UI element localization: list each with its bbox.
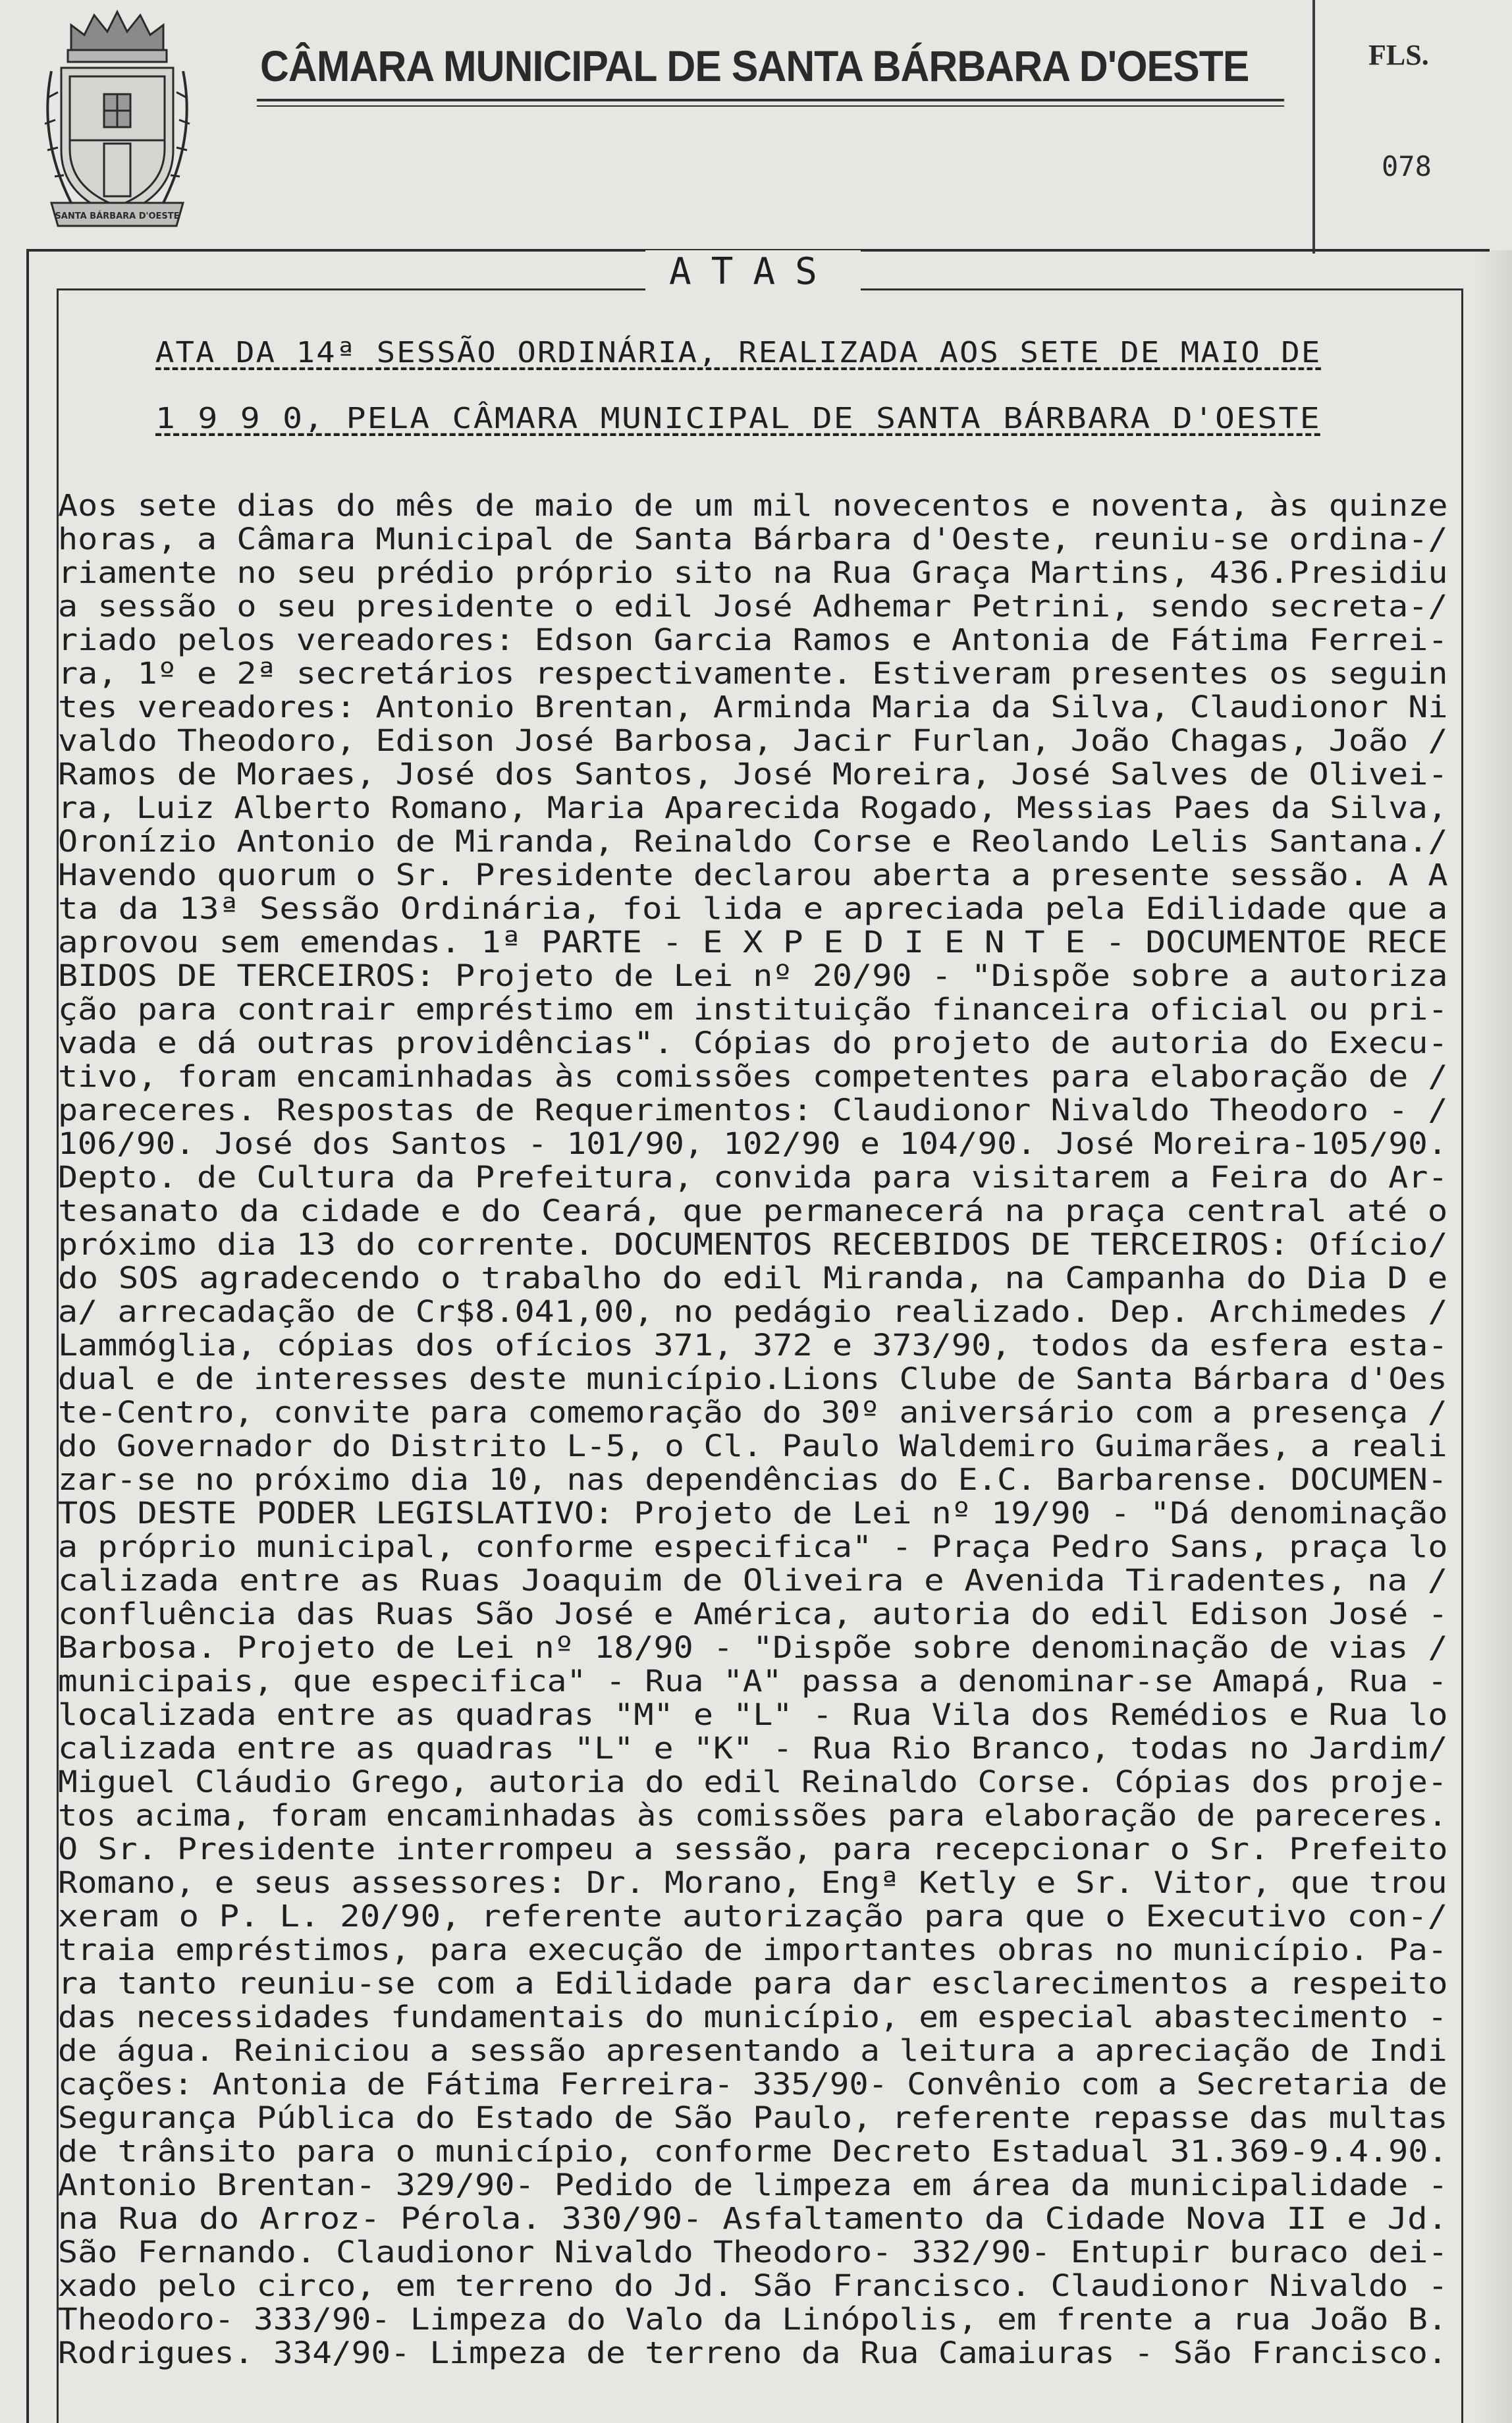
body-line: TOS DESTE PODER LEGISLATIVO: Projeto de Lei nº 19/90 - "Dá denominação — [58, 1496, 1448, 1531]
body-line: das necessidades fundamentais do município, em especial abastecimento - — [58, 2000, 1447, 2034]
body-line: valdo Theodoro, Edison José Barbosa, Jacir Furlan, João Chagas, João / — [58, 723, 1448, 758]
body-line: riamente no seu prédio próprio sito na Rua Graça Martins, 436.Presidiu — [58, 555, 1448, 590]
folio-divider — [1312, 0, 1315, 254]
body-line: vada e dá outras providências". Cópias do projeto de autoria do Execu- — [58, 1025, 1448, 1060]
body-line: tesanato da cidade e do Ceará, que permanecerá na praça central até o — [58, 1193, 1448, 1228]
body-line: municipais, que especifica" - Rua "A" passa a denominar-se Amapá, Rua - — [58, 1664, 1447, 1699]
body-line: Depto. de Cultura da Prefeitura, convida para visitarem a Feira do Ar- — [58, 1160, 1448, 1195]
body-line: Miguel Cláudio Grego, autoria do edil Reinaldo Corse. Cópias dos proje- — [58, 1764, 1447, 1799]
body-line: dual e de interesses deste município.Lions Clube de Santa Bárbara d'Oes — [58, 1361, 1447, 1396]
body-line: O Sr. Presidente interrompeu a sessão, para recepcionar o Sr. Prefeito — [58, 1832, 1448, 1866]
minutes-title-line-2: 1 9 9 0, PELA CÂMARA MUNICIPAL DE SANTA BÁRBARA D'OESTE — [155, 402, 1321, 435]
body-line: tos acima, foram encaminhadas às comissões para elaboração de pareceres. — [58, 1798, 1447, 1833]
body-line: zar-se no próximo dia 10, nas dependências do E.C. Barbarense. DOCUMEN- — [58, 1462, 1447, 1497]
header-rule-thin — [257, 105, 1284, 107]
municipal-crest-icon — [32, 5, 203, 236]
body-line: a/ arrecadação de Cr$8.041,00, no pedágio realizado. Dep. Archimedes / — [58, 1294, 1448, 1329]
letterhead — [0, 0, 1512, 250]
body-line: localizada entre as quadras "M" e "L" - Rua Vila dos Remédios e Rua lo — [58, 1697, 1448, 1732]
institution-name: CÂMARA MUNICIPAL DE SANTA BÁRBARA D'OESTE — [260, 41, 1249, 90]
header-rule — [257, 99, 1284, 101]
minutes-title-line-1: ATA DA 14ª SESSÃO ORDINÁRIA, REALIZADA AOS SETE DE MAIO DE — [155, 336, 1322, 369]
body-line: próximo dia 13 do corrente. DOCUMENTOS RECEBIDOS DE TERCEIROS: Ofício/ — [58, 1227, 1448, 1262]
body-line: Lammóglia, cópias dos ofícios 371, 372 e 373/90, todos da esfera esta- — [58, 1328, 1448, 1363]
body-line: a sessão o seu presidente o edil José Adhemar Petrini, sendo secreta-/ — [58, 589, 1448, 624]
folio-number: 078 — [1382, 150, 1432, 182]
body-line: ra, Luiz Alberto Romano, Maria Aparecida Rogado, Messias Paes da Silva, — [58, 790, 1447, 825]
body-line: Segurança Pública do Estado de São Paulo, referente repasse das multas — [58, 2100, 1448, 2135]
body-line: confluência das Ruas São José e América, autoria do edil Edison José - — [58, 1596, 1448, 1631]
body-line: te-Centro, convite para comemoração do 30º aniversário com a presença / — [58, 1395, 1447, 1430]
body-line: Ramos de Moraes, José dos Santos, José Moreira, José Salves de Olivei- — [58, 757, 1448, 792]
body-line: São Fernando. Claudionor Nivaldo Theodoro- 332/90- Entupir buraco dei- — [58, 2235, 1448, 2270]
body-line: ta da 13ª Sessão Ordinária, foi lida e apreciada pela Edilidade que a — [58, 891, 1448, 926]
body-line: calizada entre as quadras "L" e "K" - Rua Rio Branco, todas no Jardim/ — [58, 1731, 1448, 1766]
body-line: riado pelos vereadores: Edson Garcia Ramos e Antonia de Fátima Ferrei- — [58, 622, 1448, 657]
body-line: calizada entre as Ruas Joaquim de Oliveira e Avenida Tiradentes, na / — [58, 1563, 1448, 1598]
body-line: xado pelo circo, em terreno do Jd. São Francisco. Claudionor Nivaldo - — [58, 2268, 1448, 2303]
minutes-body — [58, 489, 1454, 2370]
body-line: ra, 1º e 2ª secretários respectivamente. Estiveram presentes os seguin — [58, 656, 1448, 691]
body-line: 106/90. José dos Santos - 101/90, 102/90 e 104/90. José Moreira-105/90. — [58, 1126, 1447, 1161]
body-line: Oronízio Antonio de Miranda, Reinaldo Corse e Reolando Lelis Santana./ — [58, 824, 1448, 859]
body-line: tes vereadores: Antonio Brentan, Arminda Maria da Silva, Claudionor Ni — [58, 690, 1448, 724]
crest-motto: SANTA BÁRBARA D'OESTE — [55, 211, 180, 221]
body-line: na Rua do Arroz- Pérola. 330/90- Asfaltamento da Cidade Nova II e Jd. — [58, 2201, 1448, 2236]
page-edge-shadow — [1472, 250, 1512, 2423]
body-line: aprovou sem emendas. 1ª PARTE - E X P E D I E N T E - DOCUMENTOE RECE — [58, 925, 1448, 960]
folio-label: FLS. — [1368, 39, 1429, 71]
body-line: pareceres. Respostas de Requerimentos: Claudionor Nivaldo Theodoro - / — [58, 1093, 1448, 1128]
body-line: ra tanto reuniu-se com a Edilidade para dar esclarecimentos a respeito — [58, 1966, 1448, 2001]
body-line: Theodoro- 333/90- Limpeza do Valo da Linópolis, em frente a rua João B. — [58, 2302, 1447, 2337]
body-line: de trânsito para o município, conforme Decreto Estadual 31.369-9.4.90. — [58, 2134, 1448, 2169]
body-line: do Governador do Distrito L-5, o Cl. Paulo Waldemiro Guimarães, a reali — [58, 1429, 1447, 1463]
body-line: ção para contrair empréstimo em instituição financeira oficial ou pri- — [58, 992, 1448, 1027]
body-line: cações: Antonia de Fátima Ferreira- 335/90- Convênio com a Secretaria de — [58, 2067, 1447, 2102]
body-line: Havendo quorum o Sr. Presidente declarou aberta a presente sessão. A A — [58, 858, 1448, 892]
body-line: a próprio municipal, conforme especifica" - Praça Pedro Sans, praça lo — [58, 1529, 1448, 1564]
body-line: de água. Reiniciou a sessão apresentando a leitura a apreciação de Indi — [58, 2033, 1447, 2068]
body-line: do SOS agradecendo o trabalho do edil Miranda, na Campanha do Dia D e — [58, 1261, 1448, 1295]
body-line: traia empréstimos, para execução de importantes obras no município. Pa- — [58, 1932, 1447, 1967]
body-line: Antonio Brentan- 329/90- Pedido de limpeza em área da municipalidade - — [58, 2167, 1448, 2202]
body-line: Romano, e seus assessores: Dr. Morano, Engª Ketly e Sr. Vitor, que trou — [58, 1865, 1447, 1900]
body-line: Aos sete dias do mês de maio de um mil novecentos e noventa, às quinze — [58, 488, 1448, 523]
body-line: BIDOS DE TERCEIROS: Projeto de Lei nº 20/90 - "Dispõe sobre a autoriza — [58, 958, 1448, 993]
body-line: horas, a Câmara Municipal de Santa Bárbara d'Oeste, reuniu-se ordina-/ — [58, 522, 1448, 557]
body-line: tivo, foram encaminhadas às comissões competentes para elaboração de / — [58, 1059, 1448, 1094]
body-line: xeram o P. L. 20/90, referente autorização para que o Executivo con-/ — [58, 1899, 1448, 1934]
section-label: ATAS — [645, 250, 861, 293]
body-line: Barbosa. Projeto de Lei nº 18/90 - "Dispõe sobre denominação de vias / — [58, 1630, 1448, 1665]
body-line: Rodrigues. 334/90- Limpeza de terreno da Rua Camaiuras - São Francisco. — [58, 2335, 1447, 2370]
